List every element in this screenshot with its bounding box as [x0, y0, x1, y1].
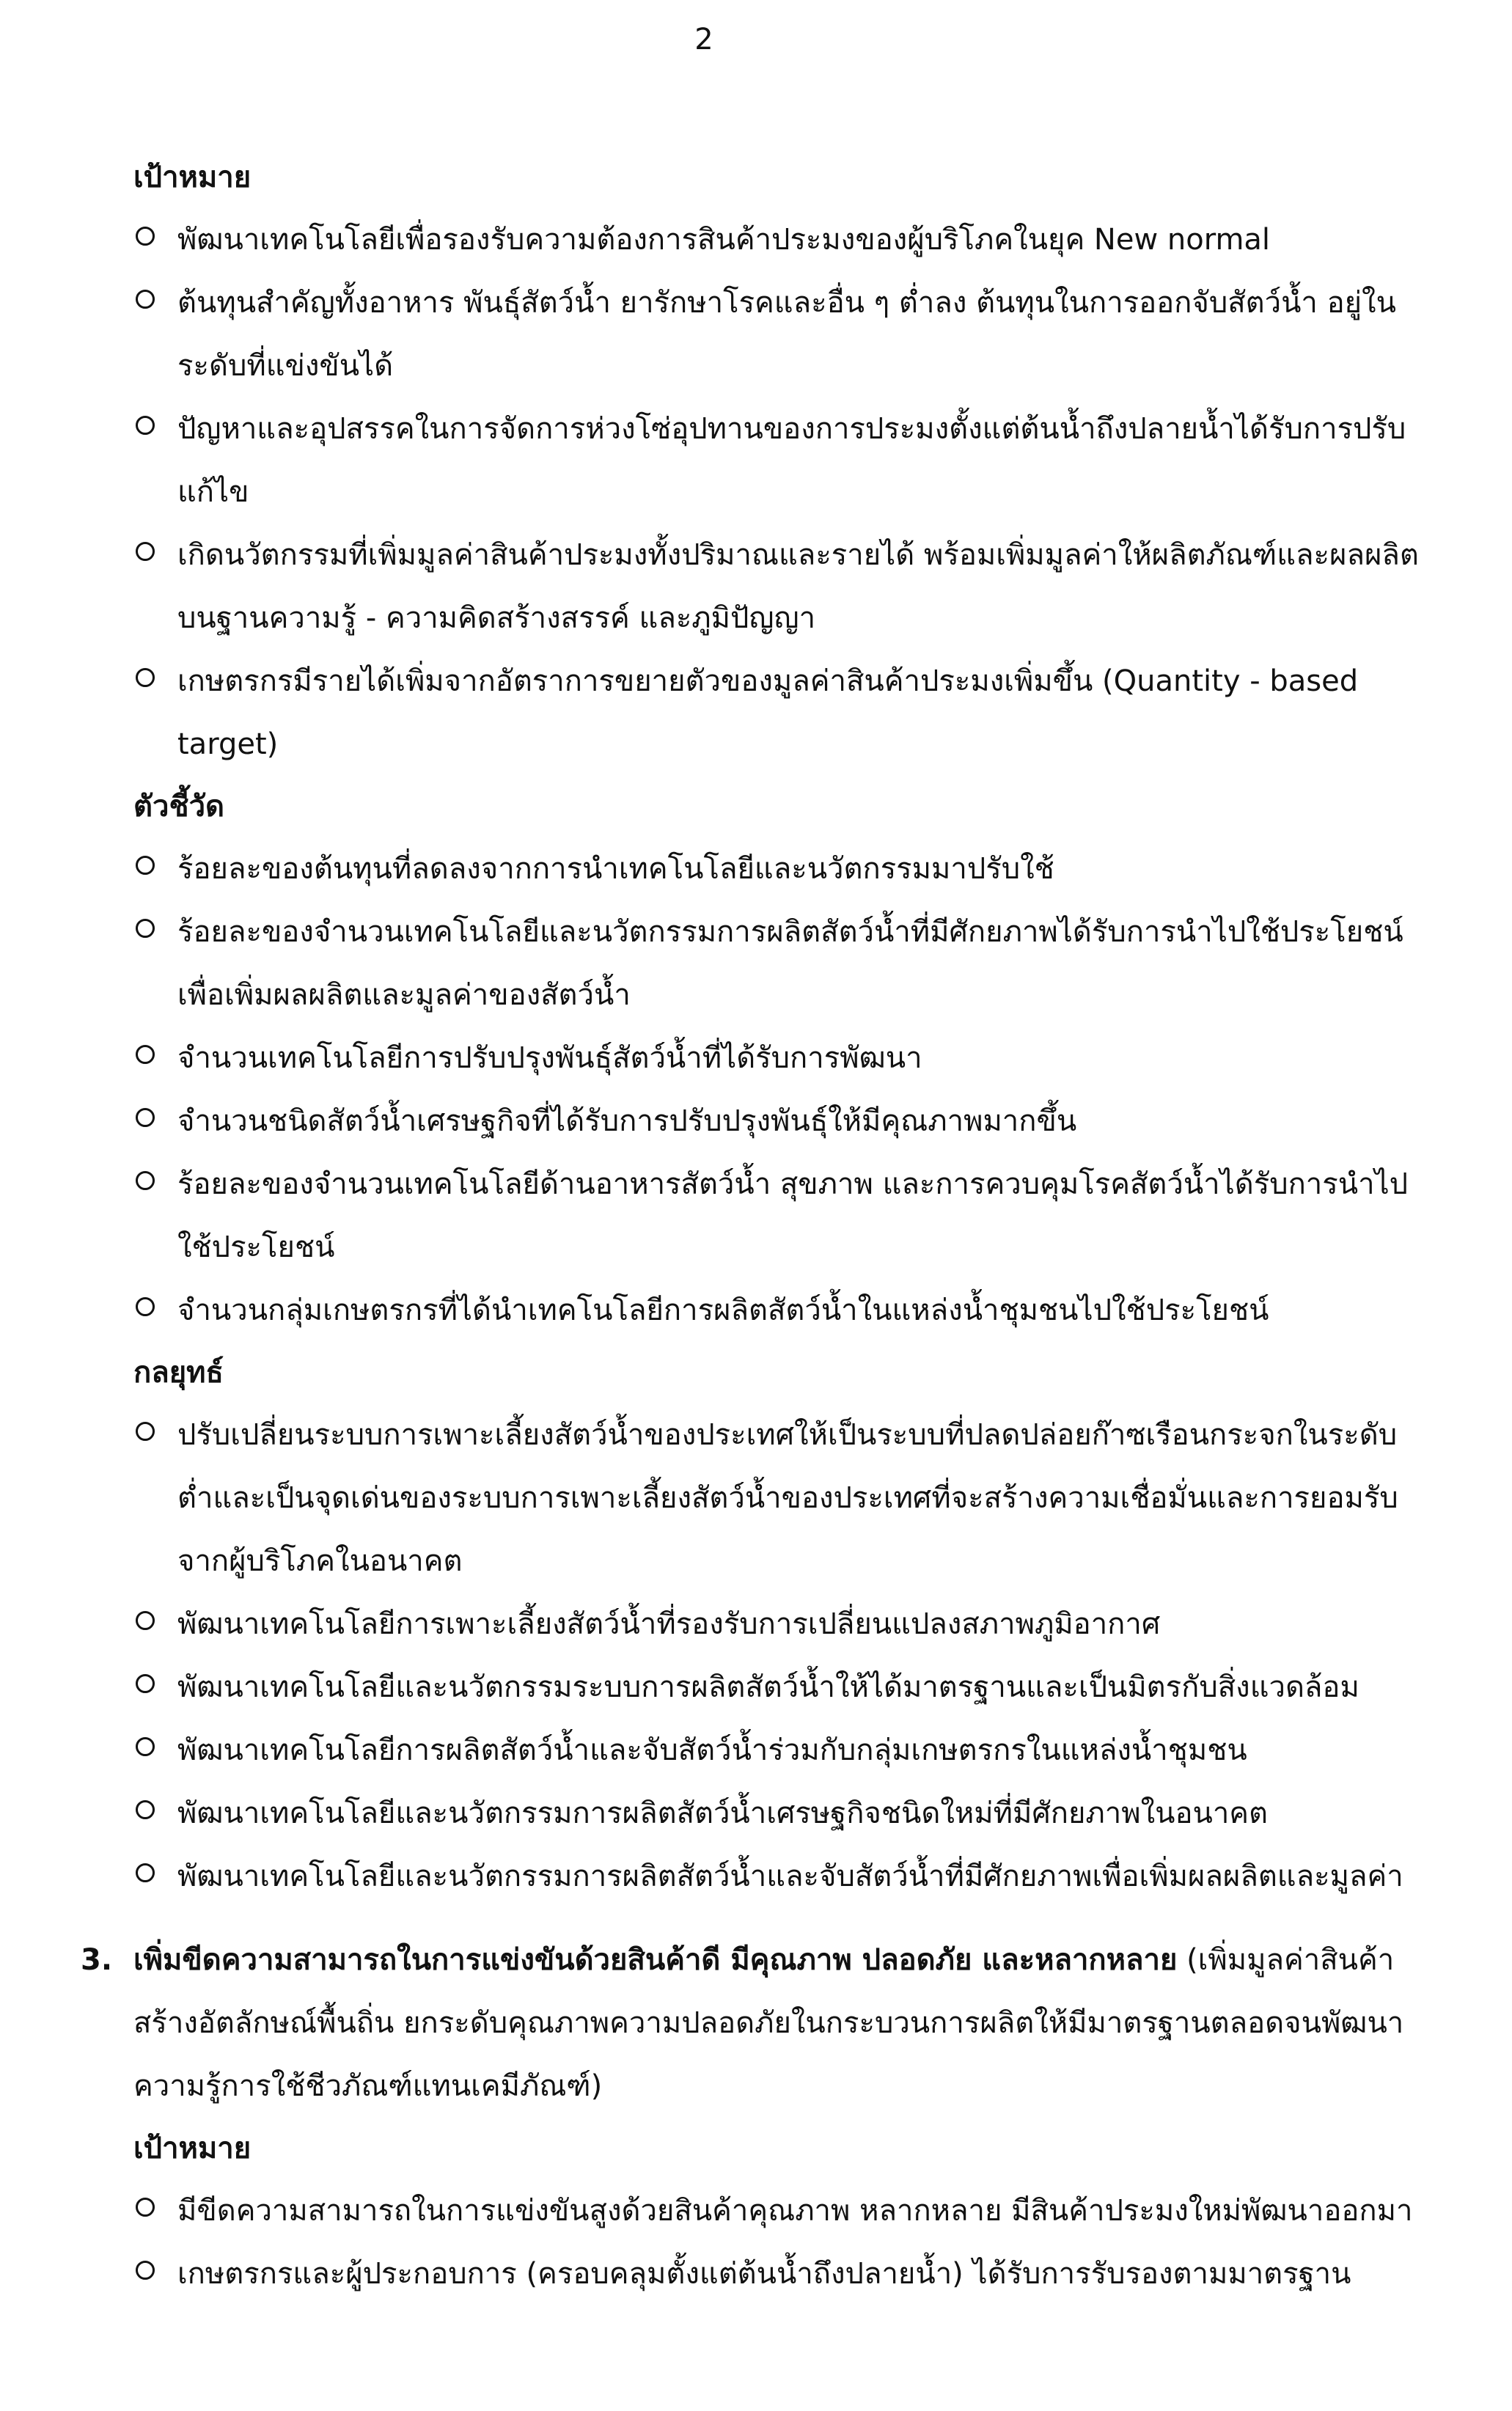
circle-bullet-icon	[136, 2198, 155, 2217]
list-item: ร้อยละของจำนวนเทคโนโลยีด้านอาหารสัตว์น้ำ สุขภาพ และการควบคุมโรคสัตว์น้ำได้รับการนำไปใช้ประโยชน์	[81, 1153, 1430, 1279]
list-item: เกษตรกรและผู้ประกอบการ (ครอบคลุมตั้งแต่ต้นน้ำถึงปลายน้ำ) ได้รับการรับรองตามมาตรฐาน	[81, 2242, 1430, 2305]
circle-bullet-icon	[136, 2261, 155, 2280]
circle-bullet-icon	[136, 919, 155, 938]
circle-bullet-icon	[136, 668, 155, 687]
list-item: ปัญหาและอุปสรรคในการจัดการห่วงโซ่อุปทานของการประมงตั้งแต่ต้นน้ำถึงปลายน้ำได้รับการปรับแก้ไข	[81, 397, 1430, 524]
strategies-list	[81, 1403, 1430, 1908]
strategies-heading: กลยุทธ์	[133, 1356, 224, 1390]
circle-bullet-icon	[136, 1611, 155, 1630]
list-item: จำนวนเทคโนโลยีการปรับปรุงพันธุ์สัตว์น้ำที่ได้รับการพัฒนา	[81, 1027, 1430, 1090]
circle-bullet-icon	[136, 856, 155, 875]
goals-heading: เป้าหมาย	[133, 161, 252, 194]
section-detail: (เพิ่มมูลค่าสินค้าสร้างอัตลักษณ์พื้นถิ่น ยกระดับคุณภาพความปลอดภัยในกระบวนการผลิตให้มีมาตรฐานตลอดจนพัฒนาความรู้การใช้ชีวภัณฑ์แทนเคมีภัณฑ์)	[133, 1943, 1404, 2103]
section-3	[81, 1929, 1430, 2118]
goals-list	[81, 2179, 1430, 2305]
list-item: เกิดนวัตกรรมที่เพิ่มมูลค่าสินค้าประมงทั้งปริมาณและรายได้ พร้อมเพิ่มมูลค่าให้ผลิตภัณฑ์และผลผลิตบนฐานความรู้ - ความคิดสร้างสรรค์ และภูมิปัญญา	[81, 524, 1430, 650]
circle-bullet-icon	[136, 416, 155, 435]
list-item: พัฒนาเทคโนโลยีการผลิตสัตว์น้ำและจับสัตว์น้ำร่วมกับกลุ่มเกษตรกรในแหล่งน้ำชุมชน	[81, 1719, 1430, 1782]
section-title: เพิ่มขีดความสามารถในการแข่งขันด้วยสินค้าดี มีคุณภาพ ปลอดภัย และหลากหลาย	[133, 1943, 1178, 1977]
circle-bullet-icon	[136, 290, 155, 309]
indicators-heading: ตัวชี้วัด	[133, 790, 225, 823]
list-item: พัฒนาเทคโนโลยีและนวัตกรรมการผลิตสัตว์น้ำและจับสัตว์น้ำที่มีศักยภาพเพื่อเพิ่มผลผลิตและมูลค่า	[81, 1845, 1430, 1908]
circle-bullet-icon	[136, 1171, 155, 1190]
list-item: ปรับเปลี่ยนระบบการเพาะเลี้ยงสัตว์น้ำของประเทศให้เป็นระบบที่ปลดปล่อยก๊าซเรือนกระจกในระดับต่ำและเป็นจุดเด่นของระบบการเพาะเลี้ยงสัตว์น้ำของประเทศที่จะสร้างความเชื่อมั่นและการยอมรับจากผู้บริโภคในอนาคต	[81, 1403, 1430, 1593]
list-item: ต้นทุนสำคัญทั้งอาหาร พันธุ์สัตว์น้ำ ยารักษาโรคและอื่น ๆ ต่ำลง ต้นทุนในการออกจับสัตว์น้ำ อยู่ในระดับที่แข่งขันได้	[81, 271, 1430, 397]
circle-bullet-icon	[136, 1297, 155, 1316]
circle-bullet-icon	[136, 542, 155, 561]
list-item: พัฒนาเทคโนโลยีและนวัตกรรมการผลิตสัตว์น้ำเศรษฐกิจชนิดใหม่ที่มีศักยภาพในอนาคต	[81, 1782, 1430, 1845]
list-item: จำนวนกลุ่มเกษตรกรที่ได้นำเทคโนโลยีการผลิตสัตว์น้ำในแหล่งน้ำชุมชนไปใช้ประโยชน์	[81, 1279, 1430, 1342]
list-item: พัฒนาเทคโนโลยีเพื่อรองรับความต้องการสินค้าประมงของผู้บริโภคในยุค New normal	[81, 208, 1430, 271]
list-item: มีขีดความสามารถในการแข่งขันสูงด้วยสินค้าคุณภาพ หลากหลาย มีสินค้าประมงใหม่พัฒนาออกมา	[81, 2179, 1430, 2242]
goals-list	[81, 208, 1430, 776]
circle-bullet-icon	[136, 1108, 155, 1127]
page-number: 2	[694, 23, 713, 56]
circle-bullet-icon	[136, 1737, 155, 1756]
circle-bullet-icon	[136, 1045, 155, 1064]
document-body	[81, 147, 1430, 2305]
list-item: ร้อยละของต้นทุนที่ลดลงจากการนำเทคโนโลยีและนวัตกรรมมาปรับใช้	[81, 837, 1430, 900]
circle-bullet-icon	[136, 1800, 155, 1819]
list-item: เกษตรกรมีรายได้เพิ่มจากอัตราการขยายตัวของมูลค่าสินค้าประมงเพิ่มขึ้น (Quantity - based target)	[81, 650, 1430, 776]
circle-bullet-icon	[136, 1674, 155, 1693]
list-item: พัฒนาเทคโนโลยีการเพาะเลี้ยงสัตว์น้ำที่รองรับการเปลี่ยนแปลงสภาพภูมิอากาศ	[81, 1593, 1430, 1656]
list-item: พัฒนาเทคโนโลยีและนวัตกรรมระบบการผลิตสัตว์น้ำให้ได้มาตรฐานและเป็นมิตรกับสิ่งแวดล้อม	[81, 1656, 1430, 1719]
indicators-list	[81, 837, 1430, 1342]
section-number: 3.	[81, 1943, 113, 1977]
list-item: จำนวนชนิดสัตว์น้ำเศรษฐกิจที่ได้รับการปรับปรุงพันธุ์ให้มีคุณภาพมากขึ้น	[81, 1090, 1430, 1153]
circle-bullet-icon	[136, 1863, 155, 1882]
goals-heading: เป้าหมาย	[133, 2132, 252, 2165]
circle-bullet-icon	[136, 1422, 155, 1441]
list-item: ร้อยละของจำนวนเทคโนโลยีและนวัตกรรมการผลิตสัตว์น้ำที่มีศักยภาพได้รับการนำไปใช้ประโยชน์เพื่อเพิ่มผลผลิตและมูลค่าของสัตว์น้ำ	[81, 900, 1430, 1027]
circle-bullet-icon	[136, 227, 155, 246]
